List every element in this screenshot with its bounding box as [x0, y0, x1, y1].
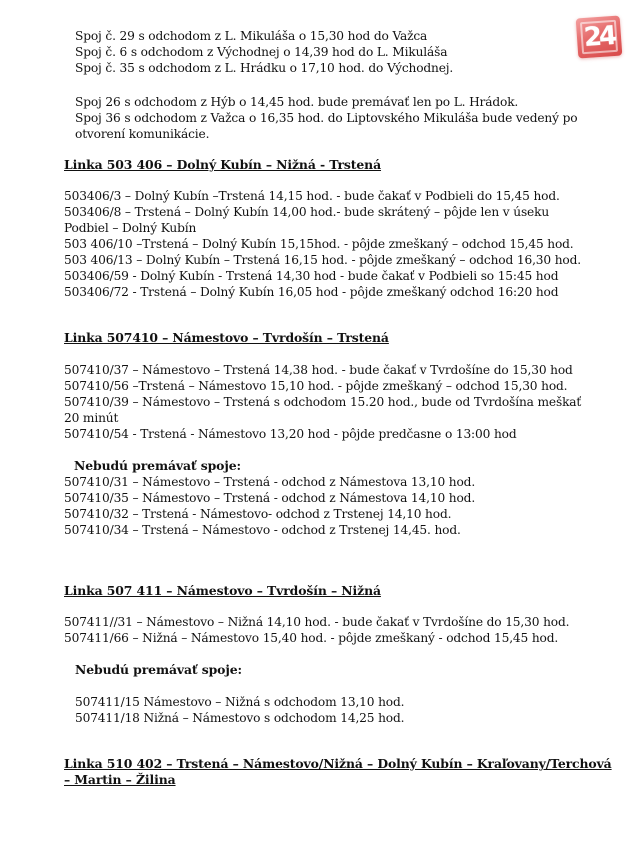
section-heading-507411: Linka 507 411 – Námestovo – Tvrdošín – Nižná — [64, 583, 381, 598]
intro-note: otvorení komunikácie. — [75, 127, 210, 141]
section-heading-510402-cont: – Martin – Žilina — [64, 772, 176, 787]
section-heading-510402: Linka 510 402 – Trstená – Námestovo/Nižná – Dolný Kubín – Kraľovany/Terchová — [64, 756, 612, 771]
cancelled-connection: 507410/31 – Námestovo – Trstená - odchod z Námestova 13,10 hod. — [64, 475, 476, 489]
cancelled-connection: 507410/32 – Trstená - Námestovo- odchod z Trstenej 14,10 hod. — [64, 507, 452, 521]
connection-line: 20 minút — [64, 411, 119, 425]
connection-line: 507411/66 – Nižná – Námestovo 15,40 hod. - pôjde zmeškaný - odchod 15,45 hod. — [64, 631, 559, 645]
cancelled-connection: 507411/18 Nižná – Námestovo s odchodom 14,25 hod. — [75, 711, 405, 725]
cancelled-connection: 507411/15 Námestovo – Nižná s odchodom 13,10 hod. — [75, 695, 405, 709]
intro-line: Spoj č. 29 s odchodom z L. Mikuláša o 15,30 hod do Važca — [75, 29, 428, 43]
intro-line: Spoj č. 35 s odchodom z L. Hrádku o 17,10 hod. do Východnej. — [75, 61, 454, 75]
connection-line: 503406/72 - Trstená – Dolný Kubín 16,05 hod - pôjde zmeškaný odchod 16:20 hod — [64, 285, 559, 299]
cancelled-heading: Nebudú premávať spoje: — [75, 662, 242, 677]
connection-line: 503406/3 – Dolný Kubín –Trstená 14,15 hod. - bude čakať v Podbieli do 15,45 hod. — [64, 189, 560, 203]
connection-line: 503 406/13 – Dolný Kubín – Trstená 16,15 hod. - pôjde zmeškaný – odchod 16,30 hod. — [64, 253, 581, 267]
connection-line: 507410/54 - Trstená - Námestovo 13,20 hod - pôjde predčasne o 13:00 hod — [64, 427, 517, 441]
intro-note: Spoj 36 s odchodom z Važca o 16,35 hod. do Liptovského Mikuláša bude vedený po — [75, 111, 578, 125]
logo-24-icon — [576, 16, 623, 59]
section-heading-503406: Linka 503 406 – Dolný Kubín – Nižná - Trstená — [64, 157, 382, 172]
connection-line: 503406/59 - Dolný Kubín - Trstená 14,30 hod - bude čakať v Podbieli so 15:45 hod — [64, 269, 559, 283]
logo-text: 24 — [582, 20, 616, 54]
connection-line: 507411//31 – Námestovo – Nižná 14,10 hod. - bude čakať v Tvrdošíne do 15,30 hod. — [64, 615, 570, 629]
connection-line: 503406/8 – Trstená – Dolný Kubín 14,00 hod.- bude skrátený – pôjde len v úseku — [64, 205, 550, 219]
cancelled-connection: 507410/35 – Námestovo – Trstená - odchod z Námestova 14,10 hod. — [64, 491, 476, 505]
cancelled-heading: Nebudú premávať spoje: — [74, 458, 241, 473]
cancelled-connection: 507410/34 – Trstená – Námestovo - odchod z Trstenej 14,45. hod. — [64, 523, 461, 537]
section-heading-507410: Linka 507410 – Námestovo – Tvrdošín – Trstená — [64, 330, 389, 345]
intro-line: Spoj č. 6 s odchodom z Východnej o 14,39 hod do L. Mikuláša — [75, 45, 448, 59]
intro-note: Spoj 26 s odchodom z Hýb o 14,45 hod. bude premávať len po L. Hrádok. — [75, 95, 519, 109]
connection-line: 507410/56 –Trstená – Námestovo 15,10 hod. - pôjde zmeškaný – odchod 15,30 hod. — [64, 379, 568, 393]
connection-line: 507410/39 – Námestovo – Trstená s odchodom 15.20 hod., bude od Tvrdošína meškať — [64, 395, 582, 409]
connection-line: Podbiel – Dolný Kubín — [64, 221, 197, 235]
connection-line: 507410/37 – Námestovo – Trstená 14,38 hod. - bude čakať v Tvrdošíne do 15,30 hod — [64, 363, 573, 377]
connection-line: 503 406/10 –Trstená – Dolný Kubín 15,15hod. - pôjde zmeškaný – odchod 15,45 hod. — [64, 237, 574, 251]
